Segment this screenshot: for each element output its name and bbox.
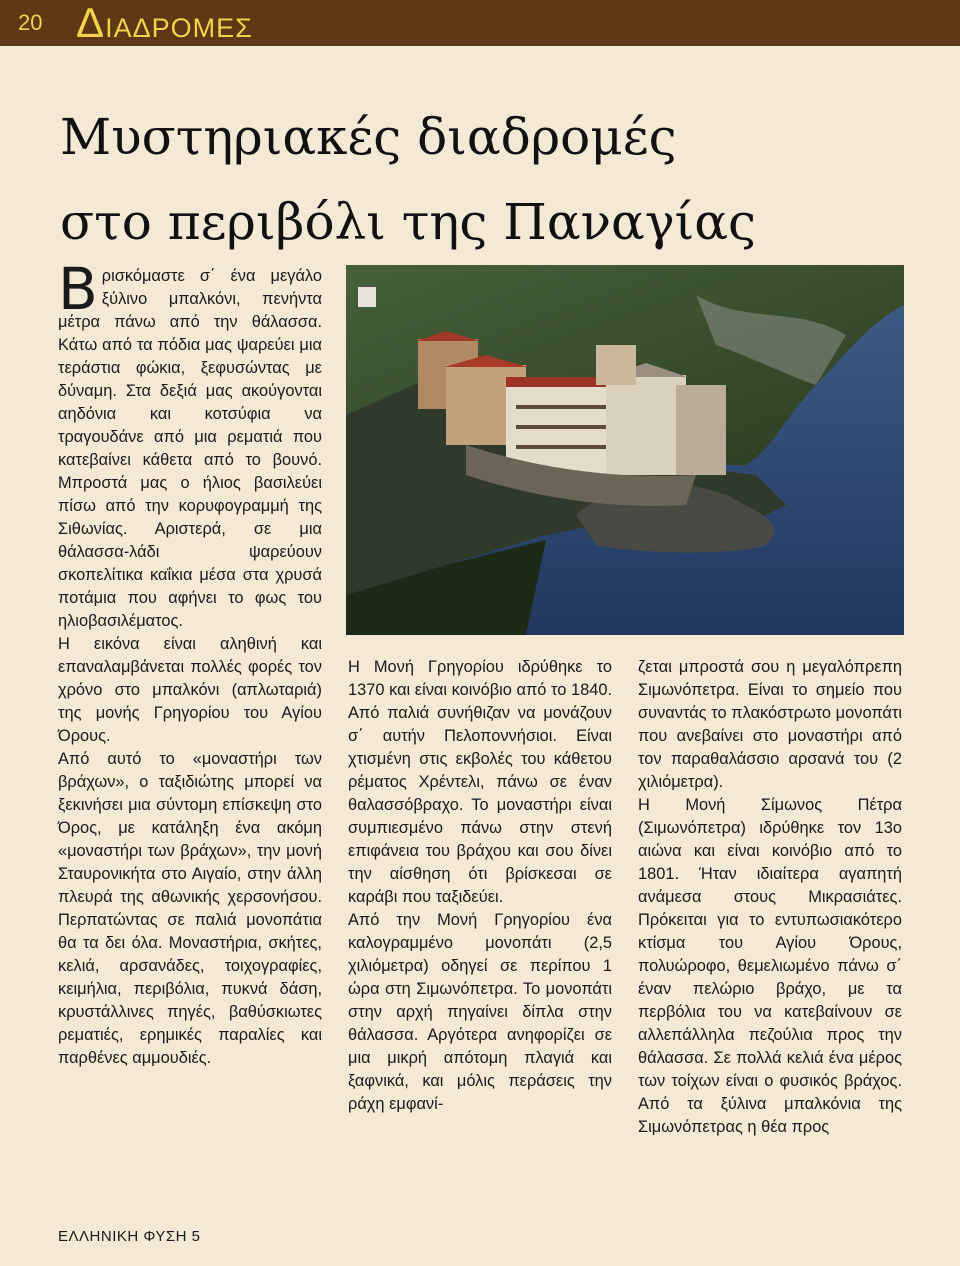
monastery-photo — [346, 265, 904, 635]
page-header — [0, 0, 960, 46]
footer-publication: ΕΛΛΗΝΙΚΗ ΦΥΣΗ 5 — [58, 1228, 201, 1245]
paragraph: Από την Μονή Γρηγορίου ένα καλογραμμένο μονοπάτι (2,5 χιλιόμετρα) οδηγεί σε περίπου 1 ώρα στη Σιμωνόπετρα. Το μονοπάτι στην αρχή πηγαίνει δίπλα στην θάλασσα. Αργότερα ανηφορίζει σε μια μικρή απότομη πλαγιά και ξαφνικά, και μόλις περάσεις την ράχη εμφανί- — [348, 911, 612, 1113]
title-line-1: Μυστηριακές διαδρομές — [60, 108, 677, 166]
text-column-1 — [58, 255, 322, 1070]
section-initial: Δ — [76, 0, 106, 46]
section-title — [76, 2, 253, 44]
paragraph: ζεται μπροστά σου η μεγαλόπρεπη Σιμωνόπετρα. Είναι το σημείο που συναντάς το πλακόστρωτο μονοπάτι που ανεβαίνει στο μοναστήρι από τον παραθαλάσσιο αρσανά του (2 χιλιόμετρα). — [638, 658, 902, 791]
paragraph: Η εικόνα είναι αληθινή και επαναλαμβάνεται πολλές φορές τον χρόνο στο μπαλκόνι (απλωταριά) της μονής Γρηγορίου του Αγίου Όρους. — [58, 635, 322, 745]
article-title — [60, 95, 920, 265]
paragraph: Η Μονή Σίμωνος Πέτρα (Σιμωνόπετρα) ιδρύθηκε τον 13ο αιώνα και είναι κοινόβιο από το 1801. Ήταν ιδιαίτερα αγαπητή ανάμεσα στους Μικρασιάτες. Πρόκειται για το εντυπωσιακότερο κτίσμα του Αγίου Όρους, πολυώροφο, θεμελιωμένο πάνω σ΄ έναν πελώριο βράχο, με τα περβόλια του να κατεβαίνουν σε αλλεπάλληλα πεζούλια προς την θάλασσα. Σε πολλά κελιά ένα μέρος των τοίχων είναι ο φυσικός βράχος. Από τα ξύλινα μπαλκόνια της Σιμωνόπετρας η θέα προς — [638, 796, 902, 1136]
paragraph: Η Μονή Γρηγορίου ιδρύθηκε το 1370 και είναι κοινόβιο από το 1840. Από παλιά συνήθιζαν να μονάζουν σ΄ αυτήν Πελοποννήσιοι. Είναι χτισμένη στις εκβολές του κάθετου ρέματος Χρέντελι, πάνω σε έναν θαλασσόβραχο. Το μοναστήρι είναι συμπιεσμένο πάνω στην στενή επιφάνεια του βράχου και σου δίνει την αίσθηση ότι βρίσκεσαι σε καράβι που ταξιδεύει. — [348, 658, 612, 906]
drop-cap: Β — [58, 255, 98, 323]
section-rest: ΙΑΔΡΟΜΕΣ — [105, 13, 253, 43]
text-column-3 — [638, 656, 902, 1139]
text-column-2 — [348, 656, 612, 1116]
paragraph: Από αυτό το «μοναστήρι των βράχων», ο ταξιδιώτης μπορεί να ξεκινήσει μια σύντομη επίσκεψη στο Όρος, με κατάληξη ένα ακόμη «μοναστήρι των βράχων», την μονή Σταυρονικήτα στο Αιγαίο, στην άλλη πλευρά της αθωνικής χερσονήσου. Περπατώντας σε παλιά μονοπάτια θα τα δει όλα. Μοναστήρια, σκήτες, κελιά, αρσανάδες, τοιχογραφίες, κειμήλια, περιβόλια, πυκνά δάση, κρυστάλλινες πηγές, βαθύσκιωτες ρεματιές, ερημικές παραλίες και παρθένες αμμουδιές. — [58, 750, 322, 1067]
paragraph: Βρισκόμαστε σ΄ ένα μεγάλο ξύλινο μπαλκόνι, πενήντα μέτρα πάνω από την θάλασσα. Κάτω από τα πόδια μας ψαρεύει μια τεράστια φώκια, ξεφυσώντας με δύναμη. Στα δεξιά μας ακούγονται αηδόνια και κοτσύφια να τραγουδάνε από μια ρεματιά που κατεβαίνει κάθετα από το βουνό. Μπροστά μας ο ήλιος βασιλεύει πίσω από την κορυφογραμμή της Σιθωνίας. Αριστερά, σε μια θάλασσα-λάδι ψαρεύουν σκοπελίτικα καΐκια μέσα στα χρυσά ποτάμια που αφήνει το φως του ηλιοβασιλέματος. — [58, 255, 322, 630]
page-number: 20 — [18, 10, 43, 35]
title-line-2: στο περιβόλι της Παναγίας — [60, 193, 757, 251]
